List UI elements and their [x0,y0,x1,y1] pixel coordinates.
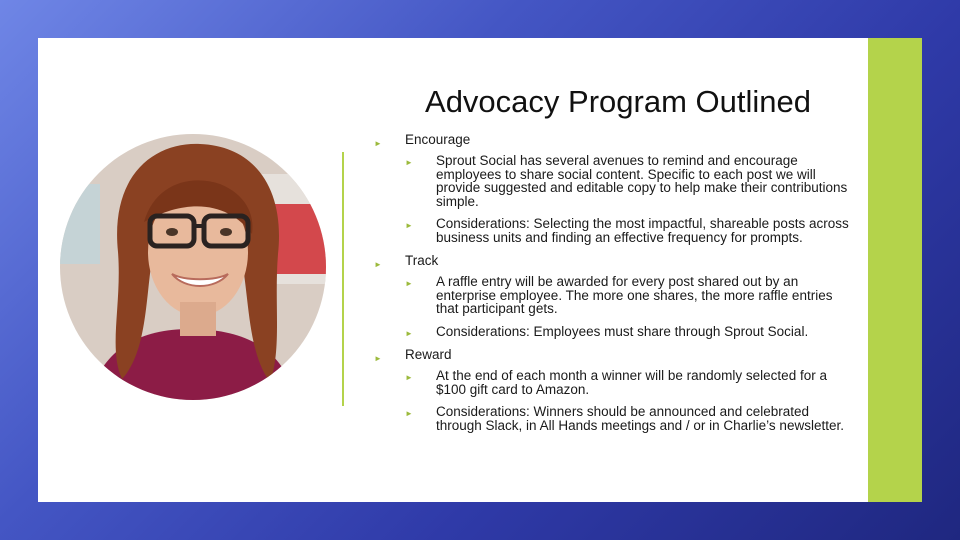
section-heading-text: Track [405,253,439,268]
list-item [405,154,854,208]
accent-bar [868,38,922,502]
vertical-divider [342,152,344,406]
triangle-right-bullet-icon: ► [405,221,413,230]
slide [38,38,922,502]
bullet-text: Considerations: Winners should be announced and celebrated through Slack, in All Hands meetings and / or in Charlie’s newsletter. [436,404,844,433]
section-heading-text: Encourage [405,132,471,147]
triangle-right-bullet-icon: ► [405,158,413,167]
list-item [405,217,854,244]
outline-list [374,131,854,441]
triangle-right-bullet-icon: ► [374,260,382,269]
section-heading-track [374,252,854,269]
section-heading-text: Reward [405,347,452,362]
bullet-text: Considerations: Employees must share through Sprout Social. [436,323,809,339]
triangle-right-bullet-icon: ► [405,328,413,338]
bullet-text: A raffle entry will be awarded for every post shared out by an enterprise employee. The more one shares, the more raffle entries that participant gets. [436,274,833,316]
list-item [405,405,854,432]
triangle-right-bullet-icon: ► [405,373,413,382]
slide-title: Advocacy Program Outlined [425,84,811,119]
portrait-photo [60,134,326,400]
bullet-text: Sprout Social has several avenues to remind and encourage employees to share social content. Specific to each post we will provide suggested and editable copy to help make their contributions simple. [436,153,848,209]
list-item [405,275,854,316]
bullet-text: At the end of each month a winner will be randomly selected for a $100 gift card to Amazon. [436,368,827,397]
section-heading-reward [374,346,854,363]
triangle-right-bullet-icon: ► [374,139,382,148]
bullet-text: Considerations: Selecting the most impactful, shareable posts across business units and finding an effective frequency for prompts. [436,216,849,245]
list-item [405,325,854,339]
list-item [405,369,854,396]
triangle-right-bullet-icon: ► [405,409,413,418]
triangle-right-bullet-icon: ► [405,279,413,288]
section-heading-encourage [374,131,854,148]
triangle-right-bullet-icon: ► [374,354,382,363]
